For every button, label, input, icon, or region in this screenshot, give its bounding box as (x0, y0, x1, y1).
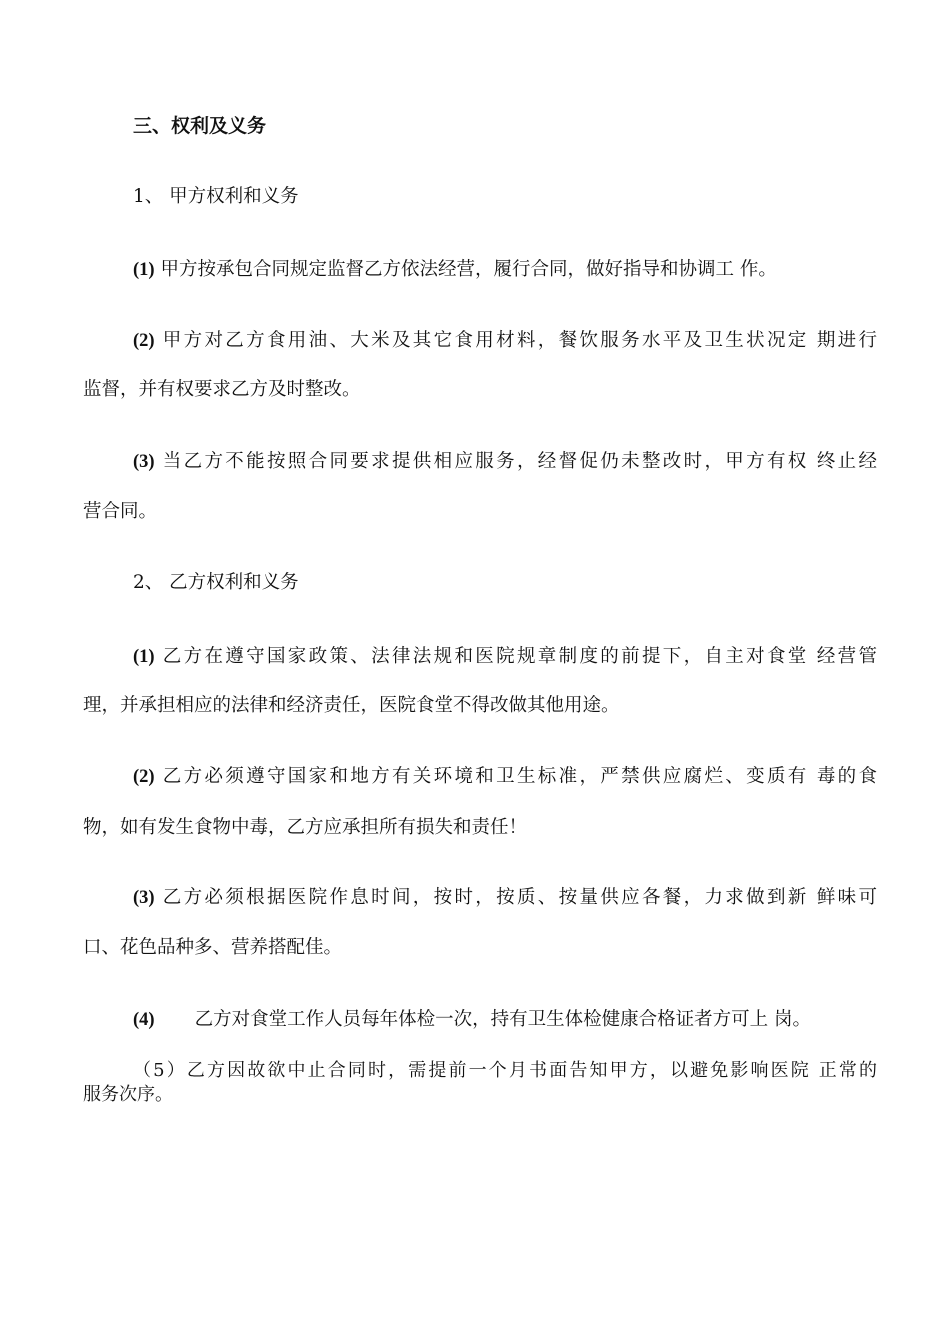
item-text: 当乙方不能按照合同要求提供相应服务，经督促仍未整改时，甲方有权 终止经 (162, 451, 877, 472)
item-number: (2) (133, 331, 155, 351)
part1-item1 (133, 258, 777, 282)
part2-title: 2、 乙方权利和义务 (133, 572, 299, 593)
item-number: (1) (133, 260, 155, 280)
item-number: （5） (133, 1060, 187, 1081)
part1-item3-line1 (133, 450, 877, 474)
part1-item2-line1 (133, 329, 877, 353)
part2-item3-line1 (133, 886, 877, 910)
part2-item1-line2: 理，并承担相应的法律和经济责任，医院食堂不得改做其他用途。 (83, 695, 620, 716)
part2-item1-line1 (133, 645, 877, 669)
item-number: (3) (133, 888, 155, 908)
item-text: 乙方在遵守国家政策、法律法规和医院规章制度的前提下，自主对食堂 经营管 (162, 646, 877, 667)
part2-item5-line1 (133, 1059, 877, 1083)
section-heading: 三、权利及义务 (133, 115, 267, 137)
item-text: 甲方按承包合同规定监督乙方依法经营，履行合同，做好指导和协调工 作。 (160, 259, 777, 280)
part1-item3-line2: 营合同。 (83, 501, 158, 522)
part1-item2-line2: 监督，并有权要求乙方及时整改。 (83, 379, 361, 400)
part2-item4 (133, 1008, 811, 1032)
item-number: (1) (133, 647, 155, 667)
item-number: (4) (133, 1010, 155, 1030)
item-text: 甲方对乙方食用油、大米及其它食用材料，餐饮服务水平及卫生状况定 期进行 (162, 330, 877, 351)
part2-item2-line1 (133, 765, 877, 789)
part2-item3-line2: 口、花色品种多、营养搭配佳。 (83, 937, 343, 958)
part1-title: 1、 甲方权利和义务 (133, 186, 299, 207)
item-text: 乙方因故欲中止合同时，需提前一个月书面告知甲方，以避免影响医院 正常的 (186, 1060, 877, 1081)
part2-item5-line2: 服务次序。 (83, 1084, 173, 1105)
item-number: (2) (133, 767, 155, 787)
item-text: 乙方必须遵守国家和地方有关环境和卫生标准，严禁供应腐烂、变质有 毒的食 (162, 766, 877, 787)
item-text: 乙方对食堂工作人员每年体检一次，持有卫生体检健康合格证者方可上 岗。 (194, 1009, 811, 1030)
item-text: 乙方必须根据医院作息时间，按时，按质、按量供应各餐，力求做到新 鲜味可 (162, 887, 877, 908)
part2-item2-line2: 物，如有发生食物中毒，乙方应承担所有损失和责任！ (83, 817, 528, 838)
item-number: (3) (133, 452, 155, 472)
